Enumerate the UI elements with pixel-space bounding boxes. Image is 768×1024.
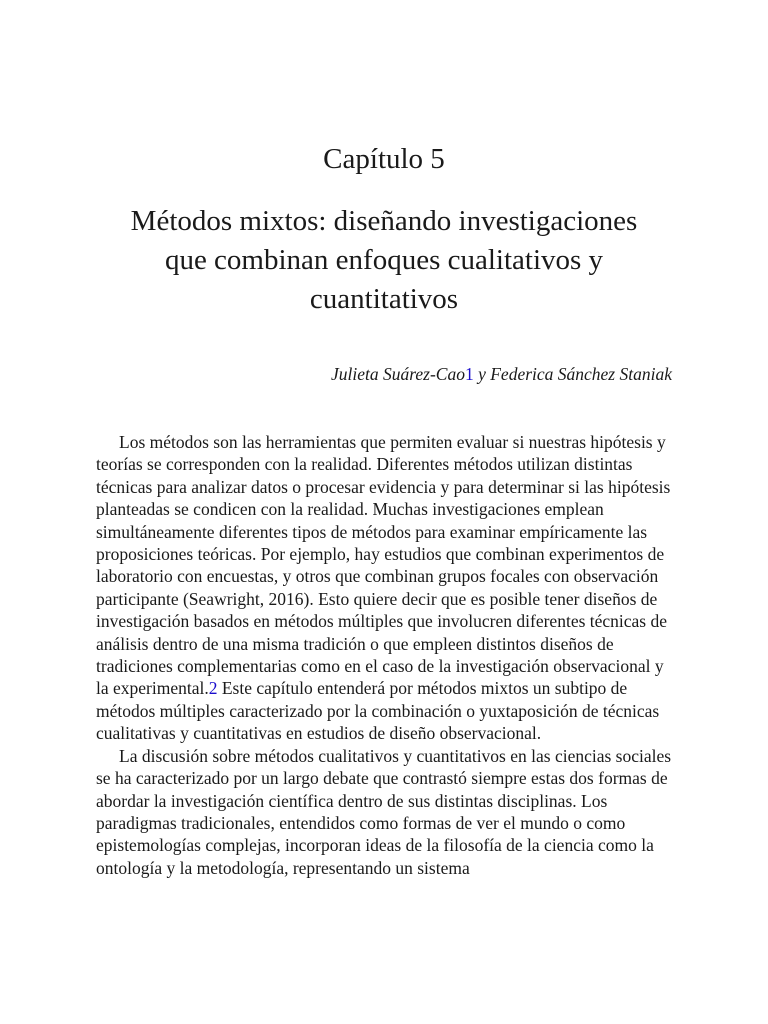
chapter-title-line-2: que combinan enfoques cualitativos y	[164, 244, 604, 276]
chapter-title-line-1: Métodos mixtos: diseñando investigaciones	[130, 205, 638, 237]
author-connector: y Federica Sánchez Staniak	[473, 364, 672, 384]
paragraph-1-text-b: Este capítulo entenderá por métodos mixtos un subtipo de métodos múltiples caracterizado por la combinación o yuxtaposición de técnicas cualitativas y cuantitativas en estudios de diseño observacional.	[96, 678, 660, 744]
chapter-title	[96, 202, 672, 319]
paragraph-1-text-a: Los métodos son las herramientas que permiten evaluar si nuestras hipótesis y teorías se corresponden con la realidad. Diferentes métodos utilizan distintas técnicas para analizar datos o procesar evidencia y para determinar si las hipótesis planteadas se condicen con la realidad. Muchas investigaciones emplean simultáneamente diferentes tipos de métodos para examinar empíricamente las proposiciones teóricas. Por ejemplo, hay estudios que combinan experimentos de laboratorio con encuestas, y otros que combinan grupos focales con observación participante (Seawright, 2016). Esto quiere decir que es posible tener diseños de investigación basados en métodos múltiples que involucren diferentes técnicas de análisis dentro de una misma tradición o que empleen distintos diseños de tradiciones complementarias como en el caso de la investigación observacional y la experimental.	[96, 432, 671, 699]
paragraph-1	[96, 431, 672, 745]
chapter-title-line-3: cuantitativos	[309, 283, 459, 315]
paragraph-2: La discusión sobre métodos cualitativos y cuantitativos en las ciencias sociales se ha caracterizado por un largo debate que contrastó siempre estas dos formas de abordar la investigación científica dentro de sus distintas disciplinas. Los paradigmas tradicionales, entendidos como formas de ver el mundo o como epistemologías complejas, incorporan ideas de la filosofía de la ciencia como la ontología y la metodología, representando un sistema	[96, 745, 672, 878]
footnote-link-1[interactable]: 1	[464, 364, 474, 384]
footnote-link-2[interactable]: 2	[208, 678, 218, 699]
chapter-label: Capítulo 5	[323, 143, 445, 175]
author-name-1: Julieta Suárez-Cao	[330, 364, 465, 384]
body-text	[96, 431, 672, 879]
author-line	[96, 362, 672, 386]
